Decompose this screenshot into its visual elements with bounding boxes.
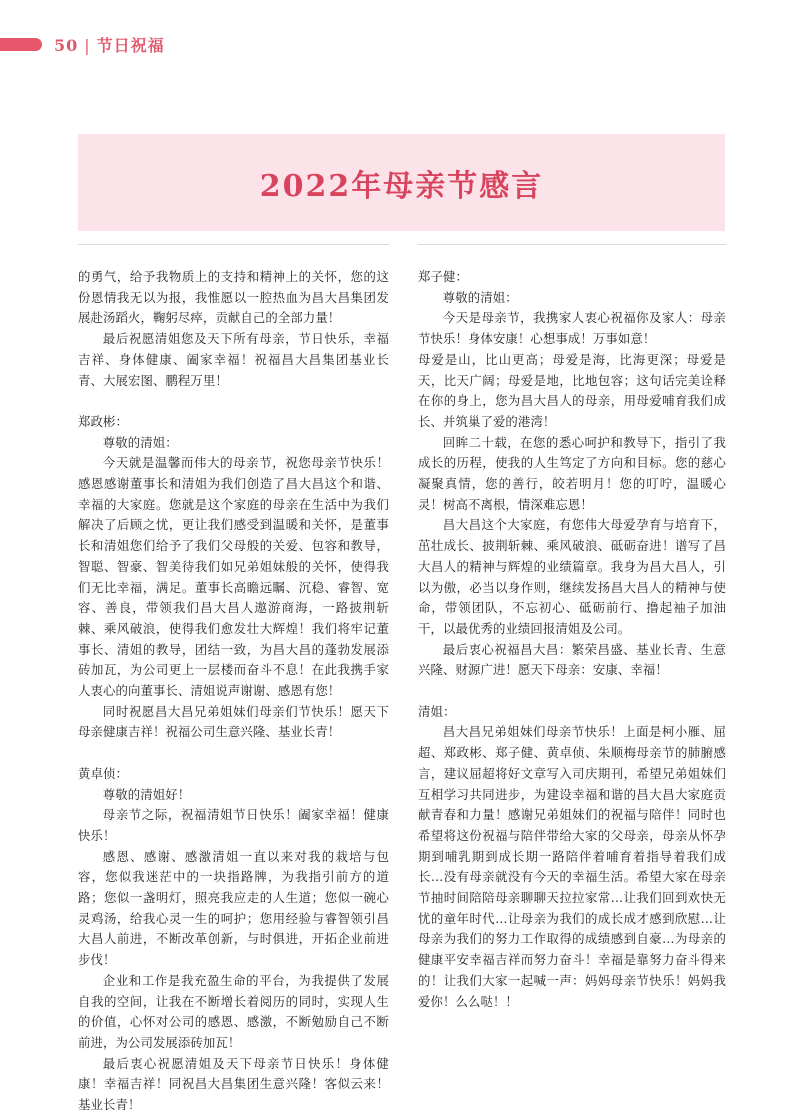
page-header (54, 33, 165, 56)
greeting: 尊敬的清姐： (442, 289, 518, 305)
greeting: 尊敬的清姐好！ (102, 786, 191, 802)
paragraph: 最后衷心祝愿清姐及天下母亲节日快乐！身体健康！幸福吉祥！同祝昌大昌集团生意兴隆！客似云来！基业长青！ (78, 1055, 389, 1113)
paragraph: 的勇气，给予我物质上的支持和精神上的关怀，您的这份恩情我无以为报，我惟愿以一腔热血为昌大昌集团发展赴汤蹈火，鞠躬尽瘁，贡献自己的全部力量！ (78, 269, 389, 326)
section-title: 节日祝福 (96, 36, 165, 55)
paragraph: 最后衷心祝福昌大昌：繁荣昌盛、基业长青、生意兴隆、财源广进！愿天下母亲：安康、幸福！ (418, 641, 726, 678)
header-divider: | (84, 36, 91, 55)
spacer (78, 743, 389, 764)
author-name: 黄卓侦： (78, 765, 128, 781)
paragraph: 昌大昌这个大家庭，有您伟大母爱孕育与培育下，茁壮成长、披荆斩棘、乘风破浪、砥砺奋进！谱写了昌大昌人的精神与辉煌的业绩篇章。我身为昌大昌人，引以为傲，必当以身作则，继续发扬昌大昌人的精神与使命，带领团队，不忘初心、砥砺前行、撸起袖子加油干，以最优秀的业绩回报清姐及公司。 (418, 517, 726, 636)
paragraph: 感恩、感谢、感激清姐一直以来对我的栽培与包容，您似我迷茫中的一块指路牌，为我指引前方的道路；您似一盏明灯，照亮我应走的人生道；您似一碗心灵鸡汤，给我心灵一生的呵护；您用经验与睿智领引昌大昌人前进，不断改革创新，与时俱进，开拓企业前进步伐！ (78, 848, 389, 968)
paragraph: 同时祝愿昌大昌兄弟姐妹们母亲们节快乐！愿天下母亲健康吉祥！祝福公司生意兴隆、基业长青！ (78, 703, 389, 740)
paragraph: 最后祝愿清姐您及天下所有母亲，节日快乐，幸福吉祥、身体健康、阖家幸福！祝福昌大昌集团基业长青、大展宏图、鹏程万里！ (78, 331, 389, 388)
spacer (418, 681, 726, 702)
article-title: 2022年母亲节感言 (259, 168, 544, 204)
author-name: 清姐： (418, 703, 456, 719)
paragraph: 昌大昌兄弟姐妹们母亲节快乐！上面是柯小雁、屈超、郑政彬、郑子健、黄卓侦、朱顺梅母亲节的肺腑感言，建议屈超将好文章写入司庆期刊，希望兄弟姐妹们互相学习共同进步，为建设幸福和谐的昌大昌大家庭贡献青春和力量！感谢兄弟姐妹们的祝福与陪伴！同时也希望将这份祝福与陪伴带给大家的父母亲，母亲从怀孕期到哺乳期到成长期一路陪伴着哺育着指导着我们成长…没有母亲就没有今天的幸福生活。希望大家在母亲节抽时间陪陪母亲聊聊天拉拉家常…让我们回到欢快无忧的童年时代…让母亲为我们的成长成才感到欣慰…让母亲为我们的努力工作取得的成绩感到自豪…为母亲的健康平安幸福吉祥而努力奋斗！幸福是靠努力奋斗得来的！让我们大家一起喊一声：妈妈母亲节快乐！妈妈我爱你！么么哒！！ (418, 724, 726, 1009)
header-accent-bar (0, 38, 42, 51)
left-column (78, 244, 389, 1113)
page-number: 50 (54, 36, 79, 55)
paragraph: 今天是母亲节，我携家人衷心祝福你及家人：母亲节快乐！身体安康！心想事成！万事如意！ (418, 310, 726, 347)
right-column (418, 244, 726, 1087)
author-name: 郑政彬： (78, 413, 128, 429)
author-name: 郑子健： (418, 269, 468, 284)
spacer (78, 391, 389, 412)
paragraph: 母爱是山，比山更高；母爱是海，比海更深；母爱是天，比天广阔；母爱是地，比地包容；这句话完美诠释在你的身上，您为昌大昌人的母亲，用母爱哺育我们成长、并筑巢了爱的港湾！ (418, 351, 726, 429)
paragraph: 母亲节之际，祝福清姐节日快乐！阖家幸福！健康快乐！ (78, 807, 389, 843)
greeting: 尊敬的清姐： (102, 434, 178, 450)
title-banner (78, 134, 725, 231)
paragraph: 今天就是温馨而伟大的母亲节，祝您母亲节快乐！感恩感谢董事长和清姐为我们创造了昌大昌这个和谐、幸福的大家庭。您就是这个家庭的母亲在生活中为我们解决了后顾之忧，更让我们感受到温暖和关怀，是董事长和清姐您们给予了我们父母般的关爱、包容和教导，智聪、智豪、智美待我们如兄弟姐妹般的关怀，使得我们无比幸福，满足。董事长高瞻远瞩、沉稳、睿智、宽容、善良，带领我们昌大昌人遨游商海，一路披荆斩棘、乘风破浪，使得我们愈发壮大辉煌！我们将牢记董事长、清姐的教导，团结一致，为昌大昌的蓬勃发展添砖加瓦，为公司更上一层楼而奋斗不息！在此我携手家人衷心的向董事长、清姐说声谢谢、感恩有您！ (78, 455, 389, 699)
paragraph: 企业和工作是我充盈生命的平台，为我提供了发展自我的空间，让我在不断增长着阅历的同时，实现人生的价值，心怀对公司的感恩、感激，不断勉励自己不断前进，为公司发展添砖加瓦！ (78, 972, 389, 1050)
paragraph: 回眸二十载，在您的悉心呵护和教导下，指引了我成长的历程，使我的人生笃定了方向和目标。您的慈心凝聚真情，您的善行，皎若明月！您的叮咛，温暖心灵！树高不离根，情深难忘恩！ (418, 434, 726, 512)
